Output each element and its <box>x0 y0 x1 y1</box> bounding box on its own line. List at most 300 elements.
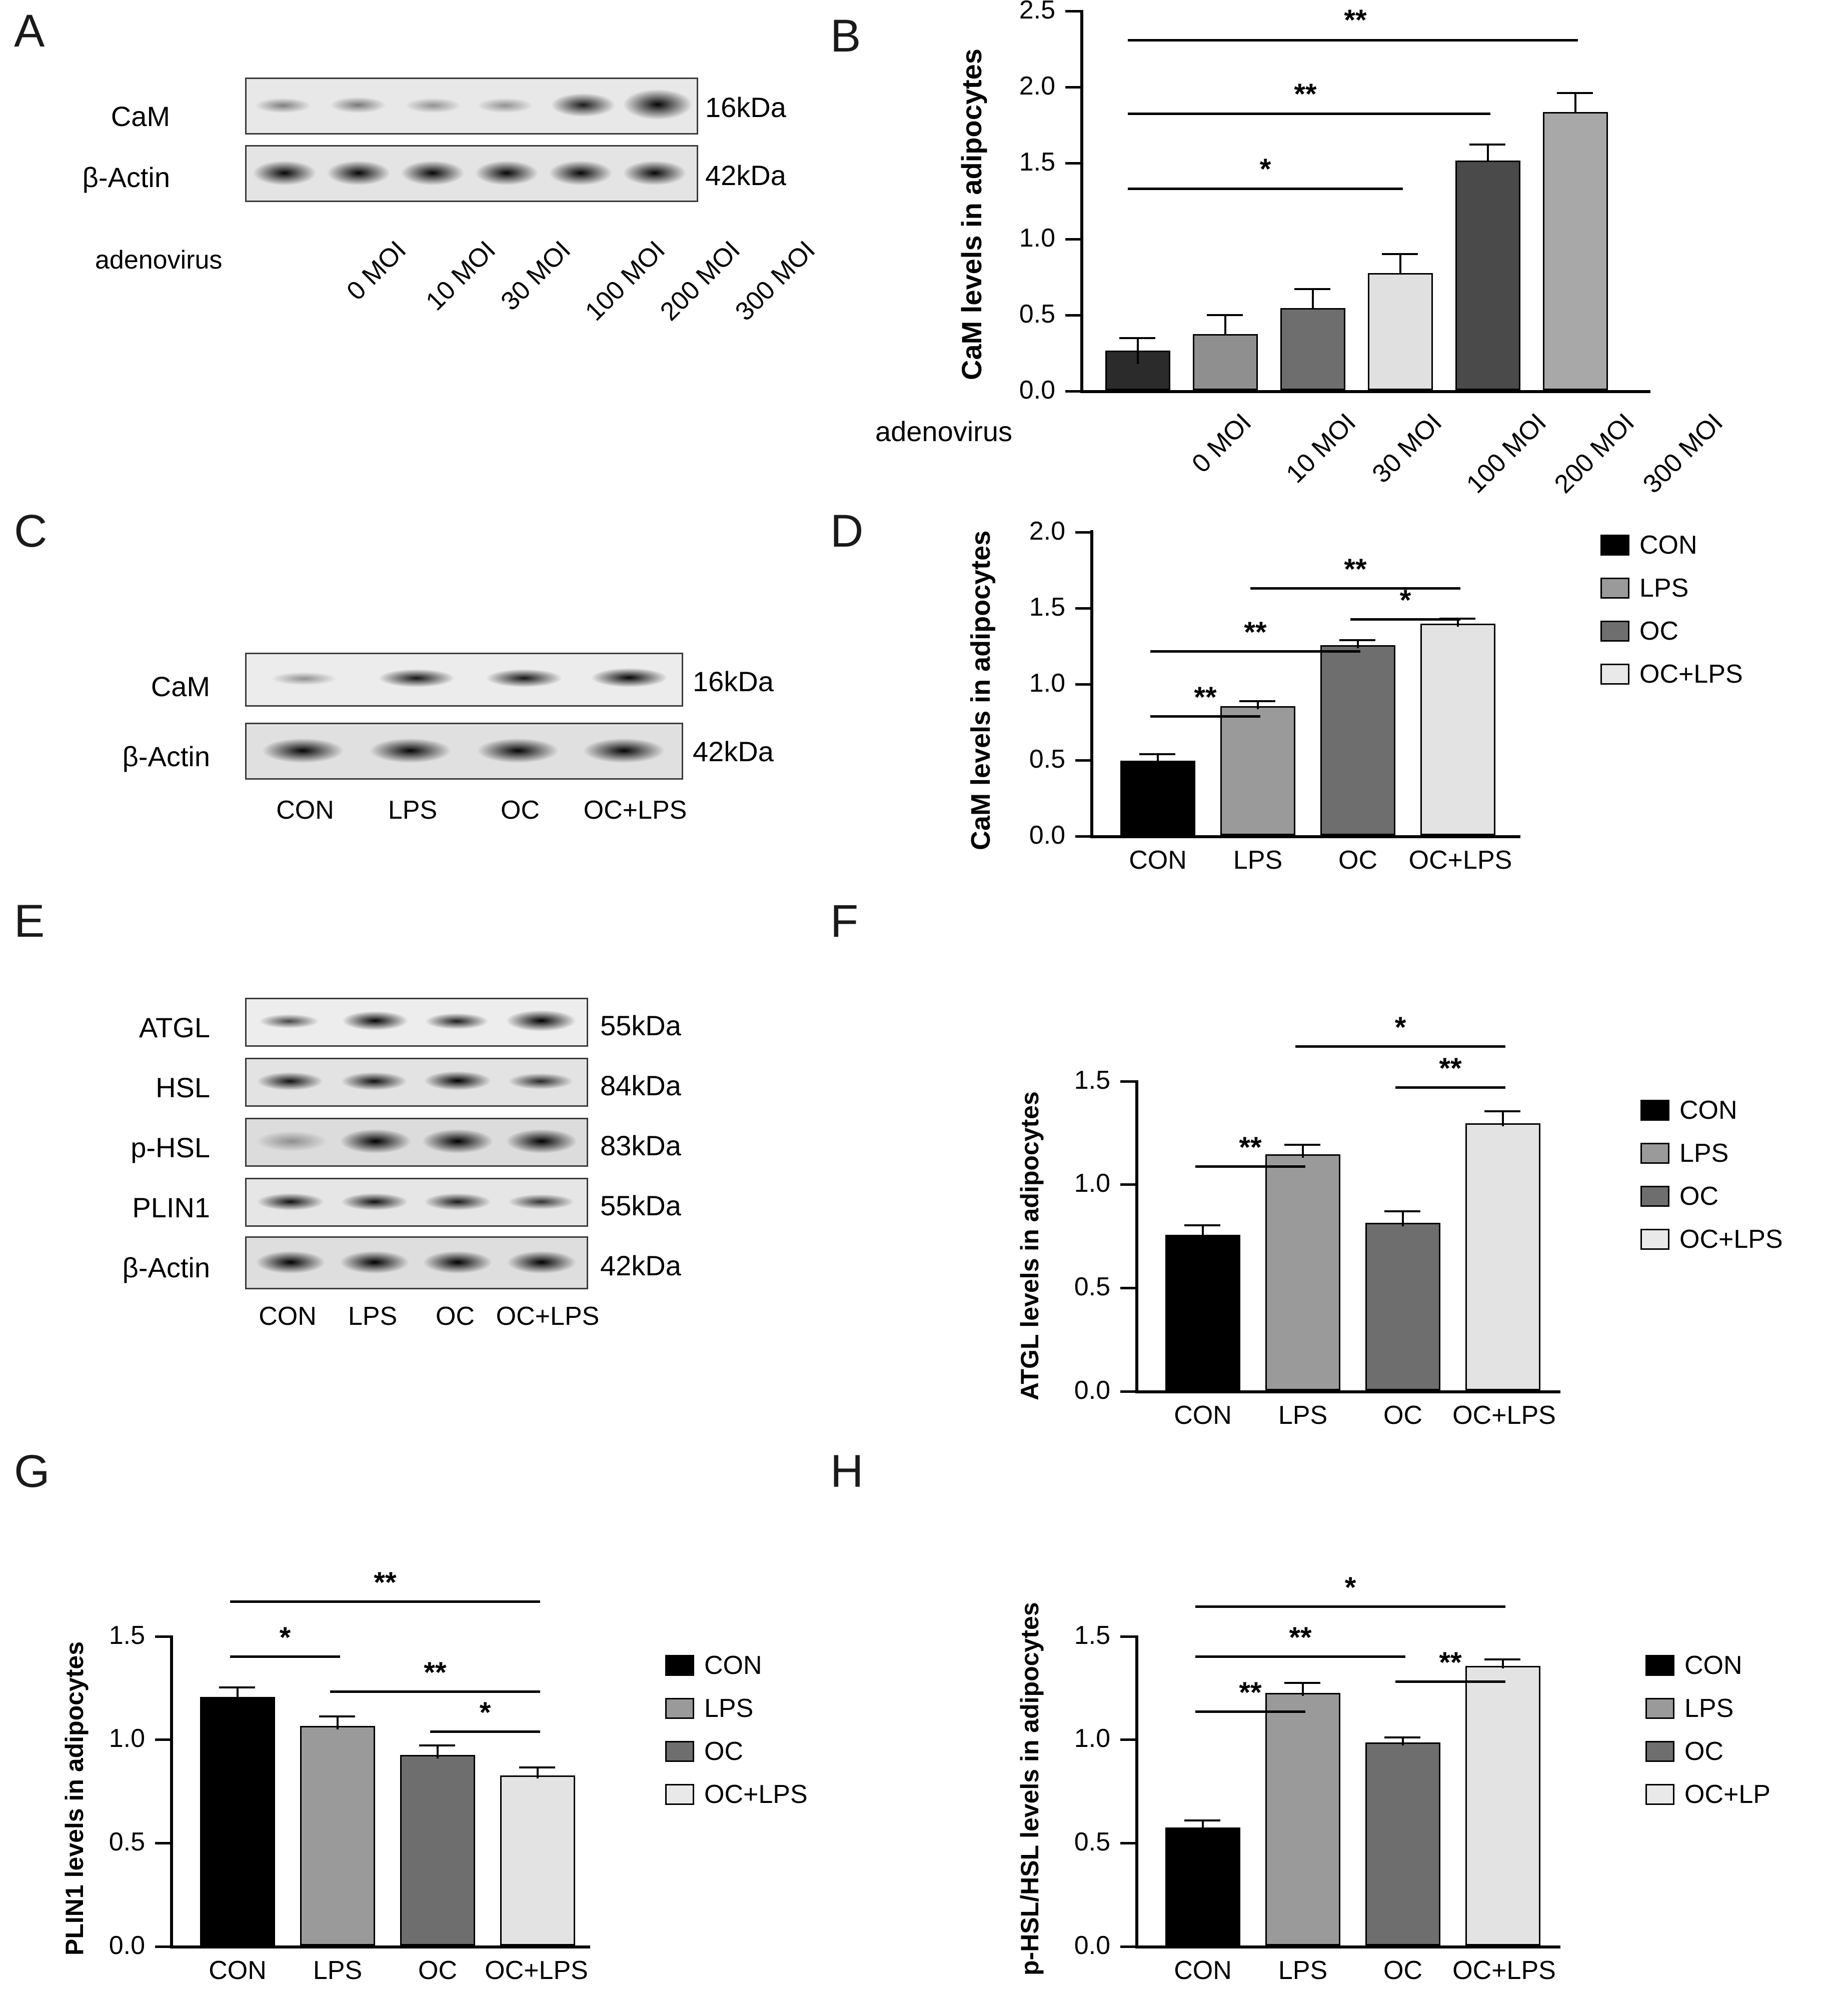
bar-100moi <box>1368 273 1433 390</box>
blot-row-label-plin1: PLIN1 <box>132 1192 210 1223</box>
error-cap <box>1484 1658 1520 1660</box>
panel-h-ytick <box>1120 1738 1136 1741</box>
blot-band-box-actin-a <box>245 145 698 202</box>
bar-200moi <box>1455 161 1520 390</box>
blot-row-label-phsl: p-HSL <box>131 1132 210 1163</box>
legend-swatch-oclps <box>1600 664 1629 685</box>
panel-h-yaxis <box>1135 1635 1138 1945</box>
blot-band <box>341 1129 411 1153</box>
panel-b-ytick <box>1065 10 1081 13</box>
panel-g-xtick-0: CON <box>209 1956 267 1985</box>
blot-band <box>507 1010 576 1031</box>
blot-band-box-phsl <box>245 1118 588 1167</box>
panel-a-cat-4: 200 MOI <box>655 235 746 327</box>
legend-label: OC <box>1679 1182 1718 1211</box>
blot-kda-cam-a: 16kDa <box>705 92 786 123</box>
panel-g <box>0 1440 820 2015</box>
bar-oc-h <box>1365 1742 1440 1945</box>
panel-h-xtick-2: OC <box>1383 1956 1422 1985</box>
sig-line-d1 <box>1150 715 1260 718</box>
legend-swatch-lps <box>1640 1143 1669 1164</box>
sig-line-h2 <box>1195 1655 1405 1658</box>
sig-line-f2 <box>1295 1045 1505 1048</box>
legend-swatch-oclp <box>1645 1784 1674 1805</box>
legend-swatch-con <box>1645 1655 1674 1676</box>
sig-star-3: ** <box>1344 4 1367 37</box>
panel-b-ytick-label: 1.5 <box>1019 148 1055 177</box>
panel-g-ytick-label: 0.5 <box>109 1827 145 1856</box>
legend-item <box>1600 573 1743 603</box>
error-cap <box>1339 639 1375 641</box>
sig-star-g4: * <box>479 1696 491 1729</box>
legend-label: LPS <box>1684 1694 1734 1723</box>
blot-kda-actin-e: 42kDa <box>600 1250 681 1281</box>
panel-a-cat-2: 30 MOI <box>495 235 577 317</box>
sig-star-g3: ** <box>424 1656 447 1689</box>
panel-d-ytick <box>1075 683 1091 686</box>
panel-g-letter: G <box>14 1446 50 1497</box>
panel-a-cat-3: 100 MOI <box>580 235 671 327</box>
error-bar <box>1224 314 1226 336</box>
panel-f-ytick <box>1120 1390 1136 1393</box>
panel-d-ytick-label: 1.5 <box>1029 593 1065 622</box>
blot-row-label-cam-a: CaM <box>111 101 170 132</box>
panel-d-ytick <box>1075 835 1091 838</box>
blot-band <box>623 161 687 186</box>
panel-a-cat-1: 10 MOI <box>420 235 502 317</box>
panel-b <box>820 0 1847 500</box>
legend-label: CON <box>1639 531 1697 560</box>
error-cap <box>219 1686 255 1688</box>
legend-item <box>665 1693 808 1723</box>
panel-d-ytick <box>1075 607 1091 610</box>
blot-band <box>406 98 461 113</box>
legend-label: OC <box>1684 1737 1723 1766</box>
panel-f-xtick-2: OC <box>1383 1401 1422 1430</box>
sig-star-g1: * <box>279 1621 291 1654</box>
blot-band <box>509 1073 573 1089</box>
legend-swatch-oc <box>665 1741 694 1762</box>
blot-band <box>256 98 311 113</box>
sig-star-d4: * <box>1399 584 1411 617</box>
panel-g-yaxis <box>170 1635 173 1945</box>
bar-oclps-h <box>1465 1666 1540 1945</box>
sig-line-f1 <box>1195 1165 1305 1168</box>
legend-item <box>665 1736 808 1766</box>
error-cap <box>1207 314 1243 316</box>
error-bar <box>1574 92 1576 114</box>
legend-swatch-con <box>1640 1100 1669 1121</box>
panel-e-cat-3: OC+LPS <box>496 1302 600 1331</box>
panel-h-xaxis <box>1135 1945 1560 1948</box>
blot-band <box>272 672 337 685</box>
panel-d-ytick-label: 0.0 <box>1029 821 1065 850</box>
panel-d <box>820 500 1847 880</box>
blot-band <box>342 1193 408 1210</box>
blot-band <box>331 97 386 113</box>
panel-c-letter: C <box>14 506 48 557</box>
legend-label: OC+LPS <box>1679 1225 1783 1254</box>
blot-band <box>256 1251 326 1274</box>
legend-item <box>1640 1095 1783 1125</box>
panel-d-ytick-label: 1.0 <box>1029 669 1065 698</box>
error-bar <box>1302 1682 1304 1696</box>
panel-e-cat-1: LPS <box>348 1302 398 1331</box>
panel-h-ytick-label: 0.0 <box>1074 1931 1110 1960</box>
panel-b-ytick <box>1065 390 1081 393</box>
blot-band <box>425 1071 491 1090</box>
panel-g-ytick-label: 1.0 <box>109 1724 145 1753</box>
bar-lps-d <box>1220 706 1295 835</box>
bar-oc-d <box>1320 645 1395 835</box>
blot-band <box>592 668 667 687</box>
panel-h-xtick-0: CON <box>1174 1956 1232 1985</box>
blot-row-label-actin-e: β-Actin <box>122 1252 210 1283</box>
blot-band-box-actin-c <box>245 723 683 780</box>
legend-label: CON <box>704 1651 762 1680</box>
blot-band-box-atgl <box>245 998 588 1047</box>
sig-line-1 <box>1128 188 1403 190</box>
panel-g-ytick <box>155 1945 171 1948</box>
panel-b-ylabel: CaM levels in adipocytes <box>956 49 987 380</box>
panel-h-xtick-1: LPS <box>1278 1956 1328 1985</box>
panel-f-ytick <box>1120 1080 1136 1083</box>
panel-d-ylabel: CaM levels in adipocytes <box>966 530 996 850</box>
panel-g-ytick <box>155 1635 171 1638</box>
panel-b-letter: B <box>830 11 861 62</box>
panel-a-letter: A <box>14 6 45 57</box>
panel-f-xtick-3: OC+LPS <box>1452 1401 1556 1430</box>
blot-band <box>340 1251 410 1274</box>
sig-line-g1 <box>230 1655 340 1658</box>
blot-band <box>258 1072 323 1090</box>
panel-g-xtick-3: OC+LPS <box>485 1956 588 1985</box>
error-cap <box>1294 288 1330 290</box>
error-cap <box>1484 1110 1520 1112</box>
blot-band <box>507 1129 577 1153</box>
blot-band <box>379 669 454 687</box>
panel-d-xtick-0: CON <box>1129 846 1187 875</box>
panel-g-xaxis <box>170 1945 590 1948</box>
blot-band-box-hsl <box>245 1058 588 1107</box>
legend-swatch-oclps <box>665 1784 694 1805</box>
sig-star-h4: ** <box>1439 1646 1462 1679</box>
legend-item <box>665 1779 808 1809</box>
panel-d-ytick <box>1075 531 1091 534</box>
error-bar <box>237 1686 239 1700</box>
legend-label: OC+LPS <box>1639 660 1743 689</box>
panel-e-cat-2: OC <box>436 1302 475 1331</box>
panel-f-ytick-label: 0.5 <box>1074 1272 1110 1301</box>
legend-item <box>1645 1650 1770 1680</box>
error-cap <box>1284 1144 1320 1146</box>
error-cap <box>1119 337 1155 339</box>
panel-h-ylabel: p-HSL/HSL levels in adipocytes <box>1016 1602 1044 1975</box>
error-bar <box>1402 1210 1404 1226</box>
sig-star-1: * <box>1259 153 1271 186</box>
sig-star-h3: * <box>1344 1571 1356 1604</box>
panel-b-ytick-label: 0.5 <box>1019 300 1055 329</box>
blot-band <box>258 1193 324 1210</box>
panel-g-ylabel: PLIN1 levels in adipocytes <box>61 1641 89 1955</box>
panel-d-legend <box>1600 530 1743 702</box>
error-bar <box>1312 288 1314 310</box>
sig-star-2: ** <box>1294 78 1317 111</box>
blot-band <box>475 161 539 186</box>
legend-swatch-lps <box>665 1698 694 1719</box>
sig-star-f2: * <box>1394 1011 1406 1044</box>
blot-band <box>369 738 452 763</box>
panel-d-xtick-3: OC+LPS <box>1408 846 1512 875</box>
panel-h-ytick-label: 0.5 <box>1074 1827 1110 1856</box>
blot-band-box-actin-e <box>245 1236 588 1289</box>
blot-band-box-cam-c <box>245 653 683 707</box>
bar-lps-g <box>300 1726 375 1945</box>
panel-h-legend <box>1645 1650 1770 1822</box>
sig-star-f3: ** <box>1439 1052 1462 1085</box>
panel-h-ytick-label: 1.5 <box>1074 1621 1110 1650</box>
sig-line-3 <box>1128 39 1578 42</box>
blot-band <box>477 738 559 763</box>
sig-star-f1: ** <box>1239 1131 1262 1164</box>
error-cap <box>1184 1819 1220 1821</box>
panel-g-legend <box>665 1650 808 1822</box>
legend-item <box>1645 1779 1770 1809</box>
panel-e <box>0 895 820 1420</box>
bar-con-d <box>1120 761 1195 835</box>
panel-b-ytick-label: 1.0 <box>1019 224 1055 253</box>
panel-b-xtick-5: 300 MOI <box>1637 408 1729 499</box>
legend-swatch-con <box>665 1655 694 1676</box>
panel-a-cat-0: 0 MOI <box>341 235 412 306</box>
panel-a-cat-5: 300 MOI <box>730 235 821 327</box>
panel-d-xaxis <box>1090 835 1520 838</box>
panel-f-xaxis <box>1135 1390 1560 1393</box>
error-cap <box>1469 144 1505 146</box>
error-cap <box>1184 1224 1220 1226</box>
blot-band <box>487 669 562 687</box>
bar-lps-h <box>1265 1693 1340 1945</box>
panel-b-xtick-0: 0 MOI <box>1186 408 1257 479</box>
error-cap <box>419 1744 455 1746</box>
legend-item <box>665 1650 808 1680</box>
blot-band <box>478 98 533 113</box>
panel-a-group-label: adenovirus <box>95 246 223 275</box>
blot-kda-actin-a: 42kDa <box>705 160 786 191</box>
sig-star-d2: ** <box>1244 616 1267 649</box>
blot-band <box>260 1014 319 1028</box>
panel-f-ytick-label: 1.5 <box>1074 1066 1110 1095</box>
blot-kda-actin-c: 42kDa <box>693 736 774 767</box>
sig-star-h1: ** <box>1239 1676 1262 1709</box>
sig-line-2 <box>1128 113 1490 115</box>
error-cap <box>319 1715 355 1717</box>
legend-label: OC <box>704 1737 743 1766</box>
blot-band <box>327 161 391 186</box>
legend-item <box>1645 1736 1770 1766</box>
panel-c <box>0 500 820 860</box>
legend-item <box>1640 1224 1783 1254</box>
panel-b-xlabel: adenovirus <box>875 416 1012 447</box>
blot-band <box>583 738 665 763</box>
panel-f-xtick-1: LPS <box>1278 1401 1328 1430</box>
legend-item <box>1640 1138 1783 1168</box>
bar-con-f <box>1165 1235 1240 1390</box>
panel-g-ytick-label: 1.5 <box>109 1621 145 1650</box>
panel-d-letter: D <box>830 506 864 557</box>
panel-b-yaxis <box>1080 10 1083 390</box>
panel-g-ytick-label: 0.0 <box>109 1931 145 1960</box>
legend-label: LPS <box>1679 1139 1729 1168</box>
sig-line-h1 <box>1195 1710 1305 1713</box>
bar-10moi <box>1193 334 1258 390</box>
blot-band <box>425 1193 491 1210</box>
blot-row-label-hsl: HSL <box>156 1072 210 1103</box>
bar-con-g <box>200 1697 275 1945</box>
sig-star-d1: ** <box>1194 681 1217 714</box>
panel-c-cat-1: LPS <box>388 796 438 825</box>
sig-line-h4 <box>1395 1680 1505 1683</box>
blot-band <box>423 1129 493 1153</box>
blot-band <box>426 1013 488 1029</box>
error-cap <box>1382 253 1418 255</box>
legend-item <box>1600 659 1743 689</box>
blot-row-label-actin-a: β-Actin <box>82 162 170 193</box>
legend-item <box>1645 1693 1770 1723</box>
bar-30moi <box>1280 308 1345 390</box>
error-bar <box>1487 144 1489 162</box>
error-cap <box>1384 1210 1420 1212</box>
sig-line-d2 <box>1150 650 1360 653</box>
error-cap <box>1557 92 1593 94</box>
error-cap <box>519 1766 555 1768</box>
blot-band <box>253 161 317 186</box>
sig-star-d3: ** <box>1344 553 1367 586</box>
error-bar <box>1302 1144 1304 1158</box>
panel-c-cat-3: OC+LPS <box>583 796 687 825</box>
panel-g-xtick-1: LPS <box>313 1956 363 1985</box>
sig-line-g3 <box>330 1690 540 1693</box>
blot-band-box-plin1 <box>245 1178 588 1227</box>
bar-con-h <box>1165 1827 1240 1945</box>
blot-kda-atgl: 55kDa <box>600 1010 681 1041</box>
legend-item <box>1600 530 1743 560</box>
sig-line-d4 <box>1350 618 1460 621</box>
legend-swatch-con <box>1600 535 1629 556</box>
bar-oc-f <box>1365 1223 1440 1390</box>
legend-item <box>1640 1181 1783 1211</box>
sig-line-f3 <box>1395 1086 1505 1089</box>
legend-label: LPS <box>1639 574 1689 603</box>
panel-f-ytick-label: 1.0 <box>1074 1169 1110 1198</box>
legend-swatch-lps <box>1645 1698 1674 1719</box>
legend-label: LPS <box>704 1694 754 1723</box>
bar-oclps-f <box>1465 1123 1540 1390</box>
legend-swatch-oc <box>1645 1741 1674 1762</box>
bar-oclps-g <box>500 1775 575 1945</box>
panel-f-xtick-0: CON <box>1174 1401 1232 1430</box>
blot-band <box>507 1251 577 1274</box>
error-cap <box>1384 1736 1420 1738</box>
panel-b-ytick-label: 2.5 <box>1019 0 1055 25</box>
panel-a <box>0 0 820 350</box>
panel-f-ytick-label: 0.0 <box>1074 1376 1110 1405</box>
sig-star-h2: ** <box>1289 1621 1312 1654</box>
bar-300moi <box>1543 112 1608 390</box>
legend-swatch-oc <box>1640 1186 1669 1207</box>
legend-swatch-oc <box>1600 621 1629 642</box>
error-bar <box>1502 1110 1504 1126</box>
panel-h-ytick-label: 1.0 <box>1074 1724 1110 1753</box>
panel-f-letter: F <box>830 896 859 947</box>
blot-band <box>549 161 613 186</box>
blot-band <box>551 93 616 117</box>
panel-f <box>820 895 1847 1430</box>
legend-label: CON <box>1684 1651 1742 1680</box>
panel-f-ytick <box>1120 1287 1136 1289</box>
panel-b-ytick <box>1065 162 1081 165</box>
panel-d-ytick-label: 2.0 <box>1029 517 1065 546</box>
panel-b-xtick-3: 100 MOI <box>1461 408 1552 499</box>
panel-h-ytick <box>1120 1945 1136 1948</box>
panel-g-ytick <box>155 1842 171 1844</box>
blot-band <box>262 738 344 763</box>
blot-band <box>423 1251 493 1274</box>
blot-row-label-atgl: ATGL <box>139 1012 210 1043</box>
sig-star-g2: ** <box>374 1566 397 1599</box>
panel-b-ytick <box>1065 238 1081 241</box>
panel-e-cat-0: CON <box>259 1302 317 1331</box>
error-bar <box>337 1715 339 1729</box>
legend-label: CON <box>1679 1096 1737 1125</box>
panel-b-xaxis <box>1080 390 1650 393</box>
legend-swatch-lps <box>1600 578 1629 599</box>
legend-label: OC <box>1639 617 1678 646</box>
error-cap <box>1139 753 1175 755</box>
error-bar <box>1137 337 1139 364</box>
panel-f-yaxis <box>1135 1080 1138 1390</box>
panel-h-xtick-3: OC+LPS <box>1452 1956 1556 1985</box>
panel-g-ytick <box>155 1738 171 1741</box>
blot-band-box-cam-a <box>245 78 698 135</box>
sig-line-g4 <box>430 1730 540 1733</box>
sig-line-g2 <box>230 1600 540 1603</box>
panel-h <box>820 1440 1847 2015</box>
panel-b-ytick <box>1065 314 1081 317</box>
panel-d-ytick-label: 0.5 <box>1029 745 1065 774</box>
panel-b-ytick <box>1065 86 1081 89</box>
error-bar <box>437 1744 439 1758</box>
blot-kda-hsl: 84kDa <box>600 1070 681 1101</box>
blot-band <box>401 161 465 186</box>
panel-b-xtick-4: 200 MOI <box>1549 408 1640 499</box>
sig-line-h3 <box>1195 1605 1505 1608</box>
panel-h-ytick <box>1120 1635 1136 1638</box>
panel-f-ytick <box>1120 1183 1136 1186</box>
legend-label: OC+LP <box>1684 1780 1770 1809</box>
blot-band <box>509 1194 574 1209</box>
panel-b-xtick-2: 30 MOI <box>1366 408 1448 489</box>
panel-f-ylabel: ATGL levels in adipocytes <box>1016 1091 1044 1400</box>
blot-kda-plin1: 55kDa <box>600 1190 681 1221</box>
legend-item <box>1600 616 1743 646</box>
panel-c-cat-2: OC <box>501 796 540 825</box>
blot-band <box>257 1131 327 1151</box>
panel-b-ytick-label: 2.0 <box>1019 72 1055 101</box>
panel-b-ytick-label: 0.0 <box>1019 376 1055 405</box>
blot-band <box>343 1011 408 1030</box>
legend-label: OC+LPS <box>704 1780 808 1809</box>
